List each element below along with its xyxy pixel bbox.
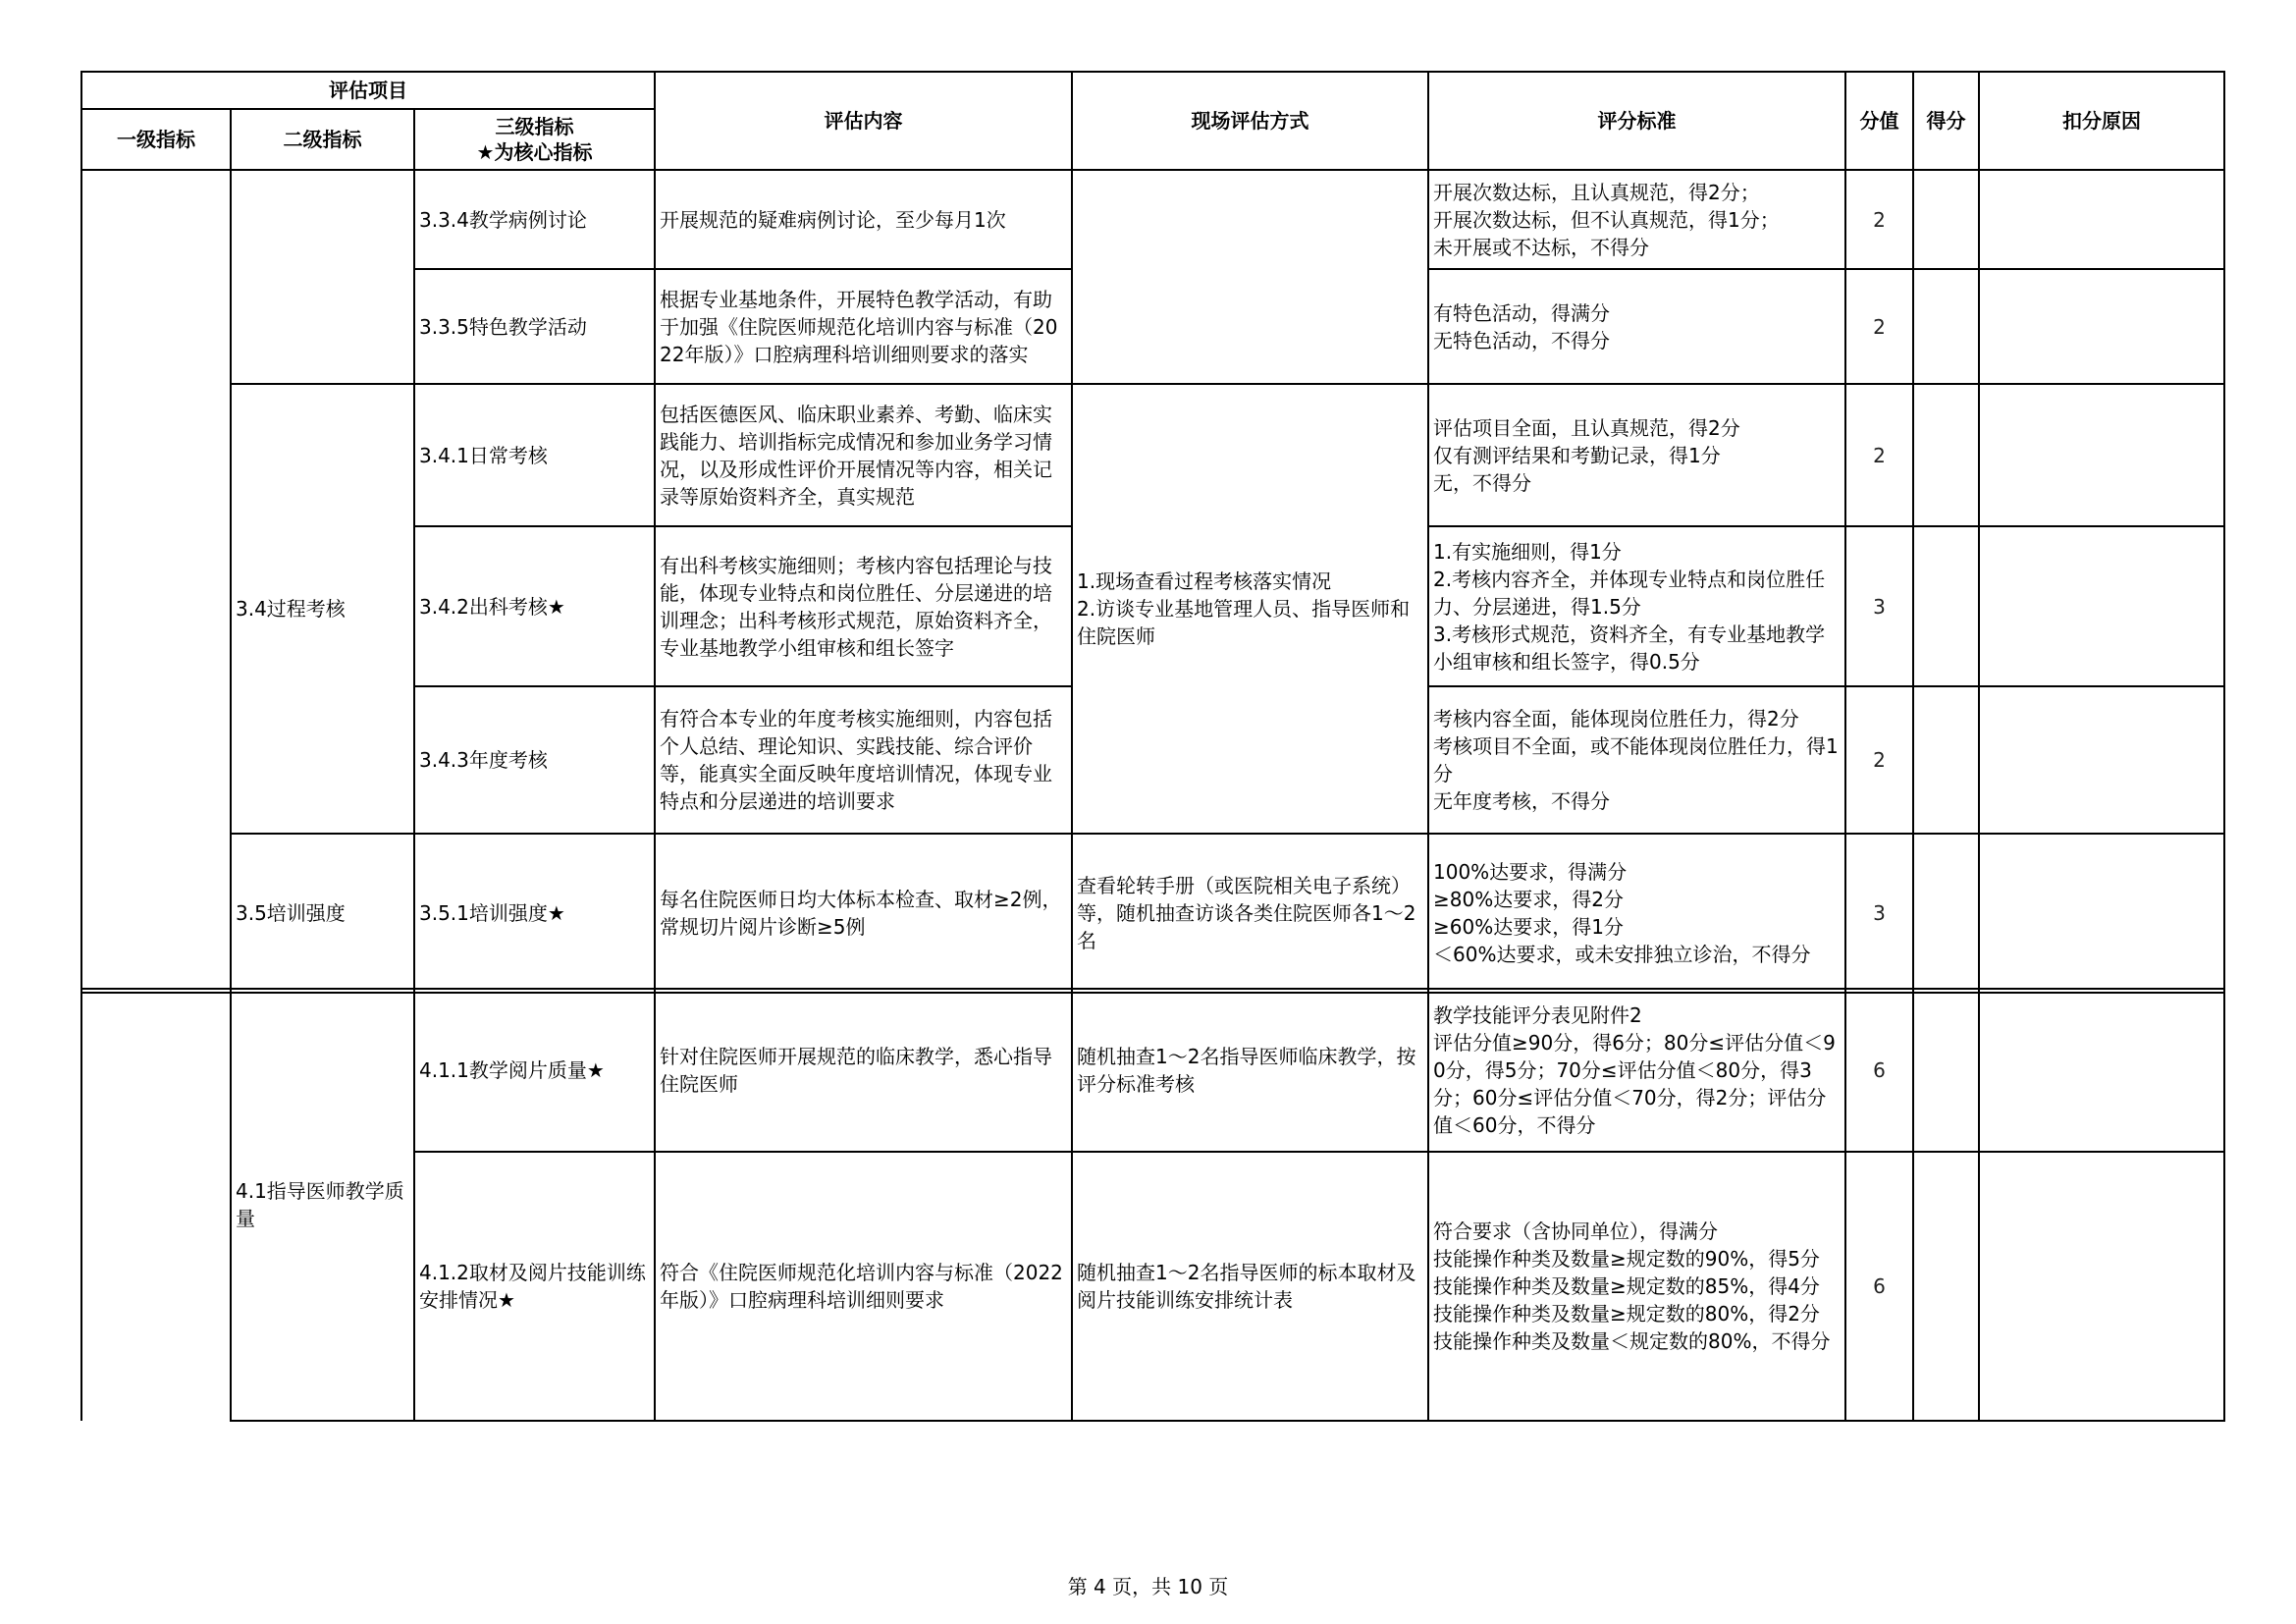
level3-cell: 3.3.4教学病例讨论 [414,170,655,269]
content-cell: 每名住院医师日均大体标本检查、取材≥2例，常规切片阅片诊断≥5例 [655,834,1072,993]
content-cell: 符合《住院医师规范化培训内容与标准（2022年版）》口腔病理科培训细则要求 [655,1152,1072,1421]
header-score: 得分 [1913,72,1979,170]
points-cell: 2 [1845,269,1913,384]
level3-cell: 3.4.2出科考核★ [414,526,655,686]
content-cell: 包括医德医风、临床职业素养、考勤、临床实践能力、培训指标完成情况和参加业务学习情况，以及形成性评价开展情况等内容，相关记录等原始资料齐全，真实规范 [655,384,1072,526]
score-cell[interactable] [1913,989,1979,1152]
level2-cell: 3.5培训强度 [231,834,414,993]
table-row [81,834,2224,993]
header-level2: 二级指标 [231,109,414,170]
level1-cell [81,170,231,993]
standard-cell: 1.有实施细则，得1分 2.考核内容齐全，并体现专业特点和岗位胜任力、分层递进，得1.5分 3.考核形式规范，资料齐全，有专业基地教学小组审核和组长签字，得0.5分 [1428,526,1845,686]
reason-cell[interactable] [1979,526,2224,686]
level3-cell: 4.1.2取材及阅片技能训练安排情况★ [414,1152,655,1421]
reason-cell[interactable] [1979,989,2224,1152]
points-cell: 2 [1845,686,1913,834]
score-cell[interactable] [1913,526,1979,686]
content-cell: 根据专业基地条件，开展特色教学活动，有助于加强《住院医师规范化培训内容与标准（2022年版）》口腔病理科培训细则要求的落实 [655,269,1072,384]
points-cell: 2 [1845,384,1913,526]
header-level1: 一级指标 [81,109,231,170]
page-number: 第 4 页，共 10 页 [1067,1575,1229,1598]
method-cell: 随机抽查1～2名指导医师临床教学，按评分标准考核 [1072,989,1428,1152]
evaluation-table [80,71,2225,994]
table-row [81,989,2224,1152]
score-cell[interactable] [1913,170,1979,269]
method-cell: 随机抽查1～2名指导医师的标本取材及阅片技能训练安排统计表 [1072,1152,1428,1421]
content-cell: 开展规范的疑难病例讨论，至少每月1次 [655,170,1072,269]
header-content: 评估内容 [655,72,1072,170]
points-cell: 3 [1845,526,1913,686]
content-cell: 针对住院医师开展规范的临床教学，悉心指导住院医师 [655,989,1072,1152]
standard-cell: 教学技能评分表见附件2 评估分值≥90分，得6分；80分≤评估分值＜90分，得5分；70分≤评估分值＜80分，得3分；60分≤评估分值＜70分，得2分；评估分值＜60分，不得分 [1428,989,1845,1152]
points-cell: 6 [1845,1152,1913,1421]
standard-cell: 评估项目全面，且认真规范，得2分 仅有测评结果和考勤记录，得1分 无，不得分 [1428,384,1845,526]
reason-cell[interactable] [1979,170,2224,269]
level3-cell: 4.1.1教学阅片质量★ [414,989,655,1152]
reason-cell[interactable] [1979,269,2224,384]
score-cell[interactable] [1913,269,1979,384]
standard-cell: 有特色活动，得满分 无特色活动，不得分 [1428,269,1845,384]
method-cell: 查看轮转手册（或医院相关电子系统）等，随机抽查访谈各类住院医师各1～2名 [1072,834,1428,993]
content-cell: 有出科考核实施细则；考核内容包括理论与技能，体现专业特点和岗位胜任、分层递进的培训理念；出科考核形式规范，原始资料齐全，专业基地教学小组审核和组长签字 [655,526,1072,686]
score-cell[interactable] [1913,834,1979,993]
level3-cell: 3.4.1日常考核 [414,384,655,526]
standard-cell: 开展次数达标，且认真规范，得2分； 开展次数达标，但不认真规范，得1分； 未开展或不达标，不得分 [1428,170,1845,269]
level3-cell: 3.5.1培训强度★ [414,834,655,993]
reason-cell[interactable] [1979,1152,2224,1421]
content-cell: 有符合本专业的年度考核实施细则，内容包括个人总结、理论知识、实践技能、综合评价等，能真实全面反映年度培训情况，体现专业特点和分层递进的培训要求 [655,686,1072,834]
header-points: 分值 [1845,72,1913,170]
method-cell [1072,170,1428,384]
header-method: 现场评估方式 [1072,72,1428,170]
score-cell[interactable] [1913,384,1979,526]
level2-cell: 3.4过程考核 [231,384,414,834]
level3-cell: 3.4.3年度考核 [414,686,655,834]
method-cell: 1.现场查看过程考核落实情况 2.访谈专业基地管理人员、指导医师和住院医师 [1072,384,1428,834]
points-cell: 3 [1845,834,1913,993]
level1-cell [81,989,231,1421]
standard-cell: 符合要求（含协同单位），得满分 技能操作种类及数量≥规定数的90%，得5分 技能操作种类及数量≥规定数的85%，得4分 技能操作种类及数量≥规定数的80%，得2分 技能操作种类及数量＜规定数的80%，不得分 [1428,1152,1845,1421]
table-row [81,170,2224,269]
standard-cell: 考核内容全面，能体现岗位胜任力，得2分 考核项目不全面，或不能体现岗位胜任力，得1分 无年度考核，不得分 [1428,686,1845,834]
score-cell[interactable] [1913,1152,1979,1421]
points-cell: 6 [1845,989,1913,1152]
points-cell: 2 [1845,170,1913,269]
reason-cell[interactable] [1979,686,2224,834]
header-standard: 评分标准 [1428,72,1845,170]
reason-cell[interactable] [1979,834,2224,993]
evaluation-table-continued [80,988,2225,1422]
header-evaluation-items: 评估项目 [81,72,655,109]
level3-cell: 3.3.5特色教学活动 [414,269,655,384]
score-cell[interactable] [1913,686,1979,834]
reason-cell[interactable] [1979,384,2224,526]
level2-cell: 4.1指导医师教学质量 [231,989,414,1421]
table-row [81,384,2224,526]
header-level3: 三级指标 ★为核心指标 [414,109,655,170]
standard-cell: 100%达要求，得满分 ≥80%达要求，得2分 ≥60%达要求，得1分 ＜60%达要求，或未安排独立诊治，不得分 [1428,834,1845,993]
header-reason: 扣分原因 [1979,72,2224,170]
level2-cell [231,170,414,384]
